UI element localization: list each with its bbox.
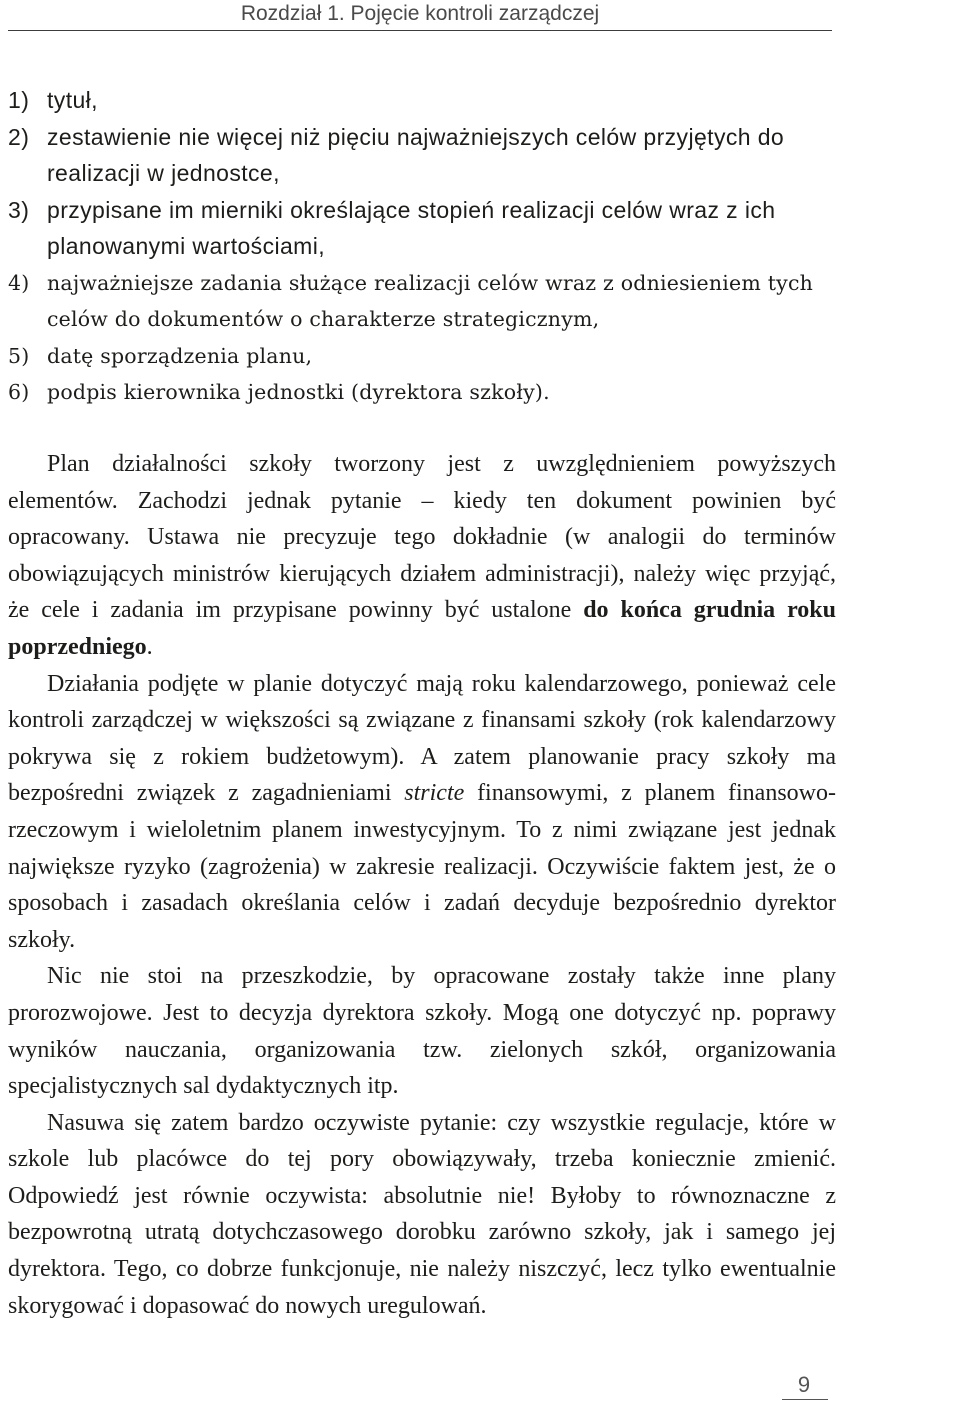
paragraph: Nic nie stoi na przeszkodzie, by opracowane zostały także inne plany prorozwojowe. Jest to decyzja dyrektora szkoły. Mogą one dotyczyć np. poprawy wyników nauczania, organizowania tzw. zielonych szkół, organizowania specjalistycznych sal dydaktycznych itp. xyxy=(8,963,836,1100)
paragraph: Nasuwa się zatem bardzo oczywiste pytanie: czy wszystkie regulacje, które w szkole lub placówce do tej pory obowiązywały, trzeba koniecznie zmienić. Odpowiedź jest równie oczywista: absolutnie nie! Byłoby to równoznaczne z bezpowrotną utratą dotychczasowego dorobku zarówno szkoły, jak i samego jej dyrektora. Tego, co dobrze funkcjonuje, nie należy niszczyć, lecz tylko ewentualnie skorygować i dopasować do nowych uregulowań. xyxy=(8,1109,836,1319)
list-item-text: podpis kierownika jednostki (dyrektora szkoły). xyxy=(47,380,550,404)
list-item-number: 5) xyxy=(8,343,30,368)
paragraph-text: finansowymi, z planem finansowo-rzeczowym i wieloletnim planem inwestycyjnym. To z nimi związane jest jednak największe ryzyko (zagrożenia) w zakresie realizacji. Oczywiście faktem jest, że o sposobach i zasadach określania celów i zadań decyduje bezpośrednio dyrektor szkoły. xyxy=(8,780,836,953)
list-item-text: datę sporządzenia planu, xyxy=(47,343,313,368)
list-item-text: najważniejsze zadania służące realizacji celów wraz z odniesieniem tych celów do dokumentów o charakterze strategicznym, xyxy=(47,270,814,331)
list-item xyxy=(8,82,838,119)
paragraph xyxy=(8,446,836,666)
list-item xyxy=(8,119,838,192)
paragraph-text: Plan działalności szkoły tworzony jest z uwzględnieniem powyższych elementów. Zachodzi jednak pytanie – kiedy ten dokument powinien być opracowany. Ustawa nie precyzuje tego dokładnie (w analogii do terminów obowiązujących ministrów kierujących działem administracji), należy więc przyjąć, że cele i zadania im przypisane powinny być ustalone xyxy=(8,451,836,624)
list-item-number: 3) xyxy=(8,196,30,223)
paragraph-text: Działania podjęte w planie dotyczyć mają roku kalendarzowego, ponieważ cele kontroli zarządczej w większości są związane z finansami szkoły (rok kalendarzowy pokrywa się z rokiem budżetowym). A zatem planowanie pracy szkoły ma bezpośredni związek z zagadnieniami xyxy=(8,670,836,807)
list-item xyxy=(8,338,838,375)
chapter-title: Rozdział 1. Pojęcie kontroli zarządczej xyxy=(240,2,600,25)
list-item-text: zestawienie nie więcej niż pięciu najważniejszych celów przyjętych do realizacji w jednostce, xyxy=(47,123,785,186)
list-item xyxy=(8,374,838,411)
list-item-text: tytuł, xyxy=(47,87,98,113)
paragraph xyxy=(8,666,836,959)
requirements-list xyxy=(8,82,838,411)
list-item xyxy=(8,192,838,265)
emphasis-bold: do końca grudnia roku poprzedniego xyxy=(8,597,836,660)
page-number: 9 xyxy=(797,1372,811,1397)
running-header xyxy=(8,0,832,31)
list-item-number: 4) xyxy=(8,270,30,295)
list-item-text: przypisane im mierniki określające stopień realizacji celów wraz z ich planowanymi wartościami, xyxy=(47,196,776,259)
list-item-number: 2) xyxy=(8,123,30,150)
list-item-number: 1) xyxy=(8,87,30,113)
list-item xyxy=(8,265,838,338)
list-item-number: 6) xyxy=(8,380,30,404)
paragraph-text: . xyxy=(146,633,153,660)
page-number-underline xyxy=(782,1399,828,1400)
emphasis-italic: stricte xyxy=(404,780,465,807)
body-text xyxy=(8,446,836,1324)
